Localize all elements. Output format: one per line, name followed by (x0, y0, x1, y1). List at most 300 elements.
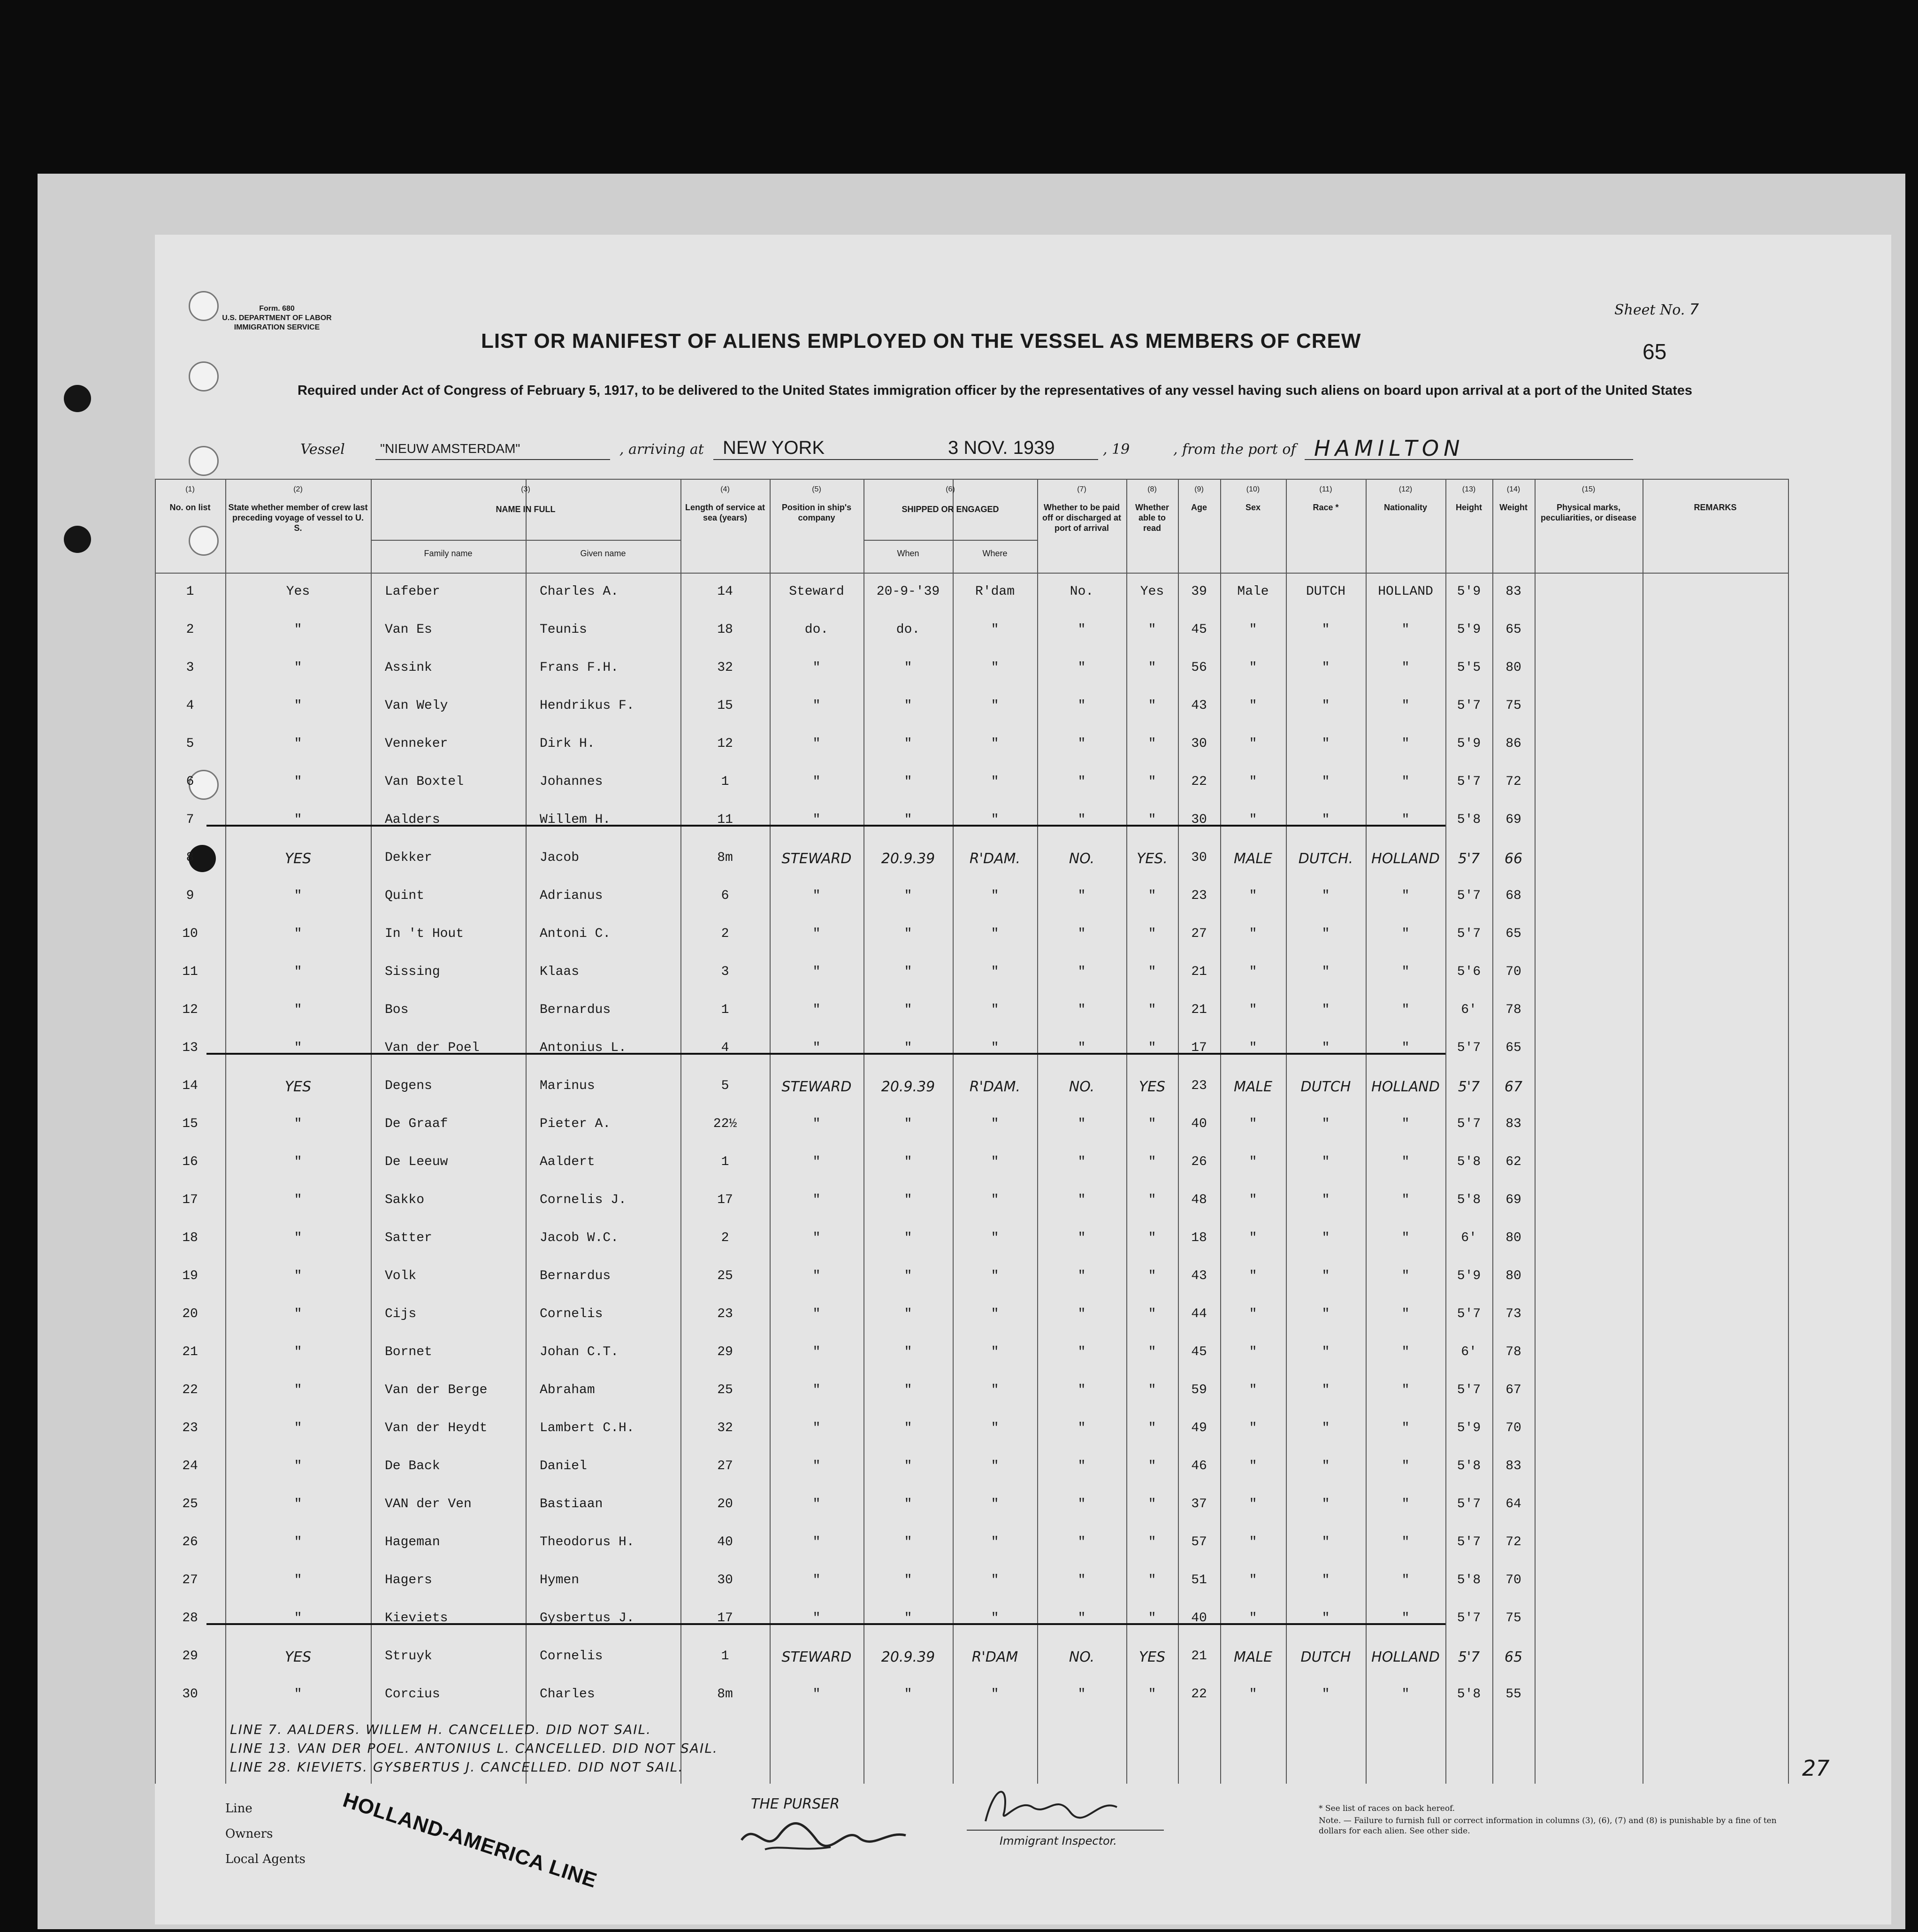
cell-no: 17 (182, 1193, 198, 1207)
cell-no: 9 (186, 889, 194, 903)
cell-given: Adrianus (540, 889, 603, 903)
cell-sex: " (1249, 927, 1257, 941)
cell-paid: " (1077, 1345, 1086, 1359)
note-line: LINE 13. VAN DER POEL. ANTONIUS L. CANCELLED. DID NOT SAIL. (230, 1740, 718, 1756)
cell-when: " (904, 965, 912, 979)
cell-weight: 67 (1505, 1383, 1521, 1397)
cell-race: " (1322, 1041, 1330, 1055)
cell-given: Bastiaan (540, 1497, 603, 1511)
cell-paid: " (1077, 1231, 1086, 1245)
cell-where: " (991, 1041, 999, 1055)
cell-prev: " (294, 1687, 302, 1702)
inspector-underline (967, 1830, 1164, 1831)
cell-given: Charles (540, 1687, 595, 1702)
cell-when: " (904, 1497, 912, 1511)
cell-when: do. (896, 622, 920, 637)
cell-given: Teunis (540, 622, 587, 637)
cell-paid: " (1077, 965, 1086, 979)
cell-where: " (991, 1193, 999, 1207)
cell-read: " (1148, 1041, 1156, 1055)
cell-given: Abraham (540, 1383, 595, 1397)
column-header: Height (1456, 503, 1482, 512)
cell-where: " (991, 698, 999, 713)
cell-race: " (1322, 698, 1330, 713)
cell-read: " (1148, 1193, 1156, 1207)
cell-read: " (1148, 1155, 1156, 1169)
cell-race: " (1322, 889, 1330, 903)
arrival-port: NEW YORK (723, 437, 825, 458)
cell-no: 10 (182, 927, 198, 941)
cell-when: " (904, 1193, 912, 1207)
cell-race: " (1322, 1611, 1330, 1625)
cell-family: Van Wely (385, 698, 448, 713)
cell-where: R'dam (975, 584, 1015, 599)
column-number: (15) (1582, 485, 1596, 493)
cell-when: " (904, 1117, 912, 1131)
cell-nat: " (1401, 1421, 1410, 1435)
strikethrough-line (206, 825, 1445, 827)
cell-service: 14 (717, 584, 733, 599)
column-header: Whether able to read (1135, 503, 1169, 533)
department-name: U.S. DEPARTMENT OF LABOR (222, 314, 332, 322)
column-header: Age (1191, 503, 1207, 512)
cell-weight: 72 (1505, 1535, 1521, 1549)
cell-height: 5'9 (1457, 584, 1481, 599)
cell-nat: " (1401, 1117, 1410, 1131)
cell-height: 5'8 (1457, 1687, 1481, 1702)
binder-hole (64, 385, 91, 412)
cell-age: 21 (1191, 965, 1207, 979)
fine-note: Note. — Failure to furnish full or correct information in columns (3), (6), (7) and (8) is punishable by a fine of ten dollars for each alien. See other side. (1319, 1816, 1777, 1836)
cell-race: " (1322, 1269, 1330, 1283)
cell-read: Yes (1140, 584, 1164, 599)
cell-service: 18 (717, 622, 733, 637)
column-number: (13) (1462, 485, 1476, 493)
cell-age: 40 (1191, 1117, 1207, 1131)
inspector-signature (976, 1779, 1145, 1831)
cell-when: " (904, 1269, 912, 1283)
cell-position: " (812, 1497, 821, 1511)
cell-when: 20.9.39 (881, 1079, 935, 1095)
cell-given: Jacob W.C. (540, 1231, 619, 1245)
cell-no: 22 (182, 1383, 198, 1397)
column-subheader: Family name (424, 549, 473, 558)
cell-sex: " (1249, 736, 1257, 751)
cell-when: " (904, 813, 912, 827)
cell-where: " (991, 1307, 999, 1321)
cell-when: " (904, 927, 912, 941)
cell-nat: HOLLAND (1371, 1079, 1440, 1095)
cell-nat: " (1401, 1345, 1410, 1359)
cell-family: Bornet (385, 1345, 432, 1359)
cell-race: " (1322, 774, 1330, 789)
cell-family: In 't Hout (385, 927, 464, 941)
cell-no: 7 (186, 813, 194, 827)
column-rule (1788, 479, 1789, 1784)
cell-when: " (904, 1687, 912, 1702)
races-footnote: * See list of races on back hereof. (1319, 1804, 1455, 1813)
cell-read: " (1148, 1383, 1156, 1397)
cell-sex: " (1249, 1421, 1257, 1435)
cell-race: " (1322, 1459, 1330, 1473)
port-underline (1305, 459, 1633, 460)
cell-family: Quint (385, 889, 425, 903)
cell-no: 29 (182, 1649, 198, 1664)
binder-hole (189, 361, 219, 391)
cell-where: " (991, 1383, 999, 1397)
cell-prev: " (294, 1383, 302, 1397)
cell-race: " (1322, 1155, 1330, 1169)
cell-where: " (991, 1535, 999, 1549)
column-number: (6) (946, 485, 955, 493)
cell-no: 26 (182, 1535, 198, 1549)
cell-nat: " (1401, 1307, 1410, 1321)
cell-weight: 73 (1505, 1307, 1521, 1321)
cell-sex: " (1249, 1573, 1257, 1587)
cell-weight: 69 (1505, 1193, 1521, 1207)
cell-position: " (812, 1611, 821, 1625)
column-number: (4) (720, 485, 730, 493)
cell-sex: " (1249, 813, 1257, 827)
cell-age: 44 (1191, 1307, 1207, 1321)
cell-prev: YES (284, 1649, 312, 1665)
cell-given: Bernardus (540, 1003, 611, 1017)
cell-where: " (991, 774, 999, 789)
cell-given: Charles A. (540, 584, 619, 599)
cell-read: YES. (1137, 851, 1168, 867)
cell-when: " (904, 1611, 912, 1625)
cell-position: " (812, 813, 821, 827)
cell-paid: " (1077, 1155, 1086, 1169)
cell-nat: " (1401, 622, 1410, 637)
cell-read: " (1148, 1231, 1156, 1245)
cell-age: 43 (1191, 1269, 1207, 1283)
sheet-number (1614, 300, 1699, 318)
column-header: Length of service at sea (years) (685, 503, 765, 522)
cell-no: 23 (182, 1421, 198, 1435)
cell-service: 4 (721, 1041, 729, 1055)
header-rule (155, 573, 1788, 574)
cell-paid: " (1077, 813, 1086, 827)
cell-weight: 65 (1505, 1041, 1521, 1055)
cell-service: 1 (721, 1649, 729, 1664)
form-header (206, 304, 347, 332)
cell-service: 1 (721, 1155, 729, 1169)
cell-read: YES (1139, 1079, 1166, 1095)
cell-weight: 78 (1505, 1003, 1521, 1017)
cell-given: Klaas (540, 965, 580, 979)
cell-nat: HOLLAND (1371, 851, 1440, 867)
cell-race: DUTCH (1300, 1649, 1351, 1665)
column-number: (7) (1077, 485, 1086, 493)
cell-read: " (1148, 1687, 1156, 1702)
cell-age: 43 (1191, 698, 1207, 713)
cell-height: 5'6 (1457, 965, 1481, 979)
cell-age: 21 (1191, 1649, 1207, 1664)
cell-race: " (1322, 965, 1330, 979)
cell-height: 5'9 (1457, 1421, 1481, 1435)
cell-age: 30 (1191, 736, 1207, 751)
cell-sex: MALE (1233, 1079, 1273, 1095)
cell-race: " (1322, 1383, 1330, 1397)
cell-family: Hagers (385, 1573, 432, 1587)
date-underline (713, 459, 1098, 460)
cell-sex: " (1249, 774, 1257, 789)
cell-when: " (904, 1421, 912, 1435)
cell-paid: " (1077, 622, 1086, 637)
cell-when: " (904, 889, 912, 903)
column-header: SHIPPED OR ENGAGED (902, 505, 999, 514)
cell-height: 5'5 (1457, 660, 1481, 675)
cell-given: Marinus (540, 1079, 595, 1093)
cell-prev: " (294, 622, 302, 637)
cell-read: " (1148, 1307, 1156, 1321)
column-header: Weight (1499, 503, 1528, 512)
cell-position: " (812, 698, 821, 713)
cell-nat: " (1401, 1687, 1410, 1702)
cell-nat: " (1401, 1535, 1410, 1549)
cell-nat: " (1401, 1383, 1410, 1397)
cell-sex: MALE (1233, 1649, 1273, 1665)
departure-port: HAMILTON (1314, 436, 1465, 461)
cell-prev: " (294, 1573, 302, 1587)
cell-when: " (904, 1155, 912, 1169)
cell-no: 8 (186, 851, 194, 865)
cell-paid: " (1077, 1003, 1086, 1017)
page-title: LIST OR MANIFEST OF ALIENS EMPLOYED ON THE VESSEL AS MEMBERS OF CREW (481, 330, 1361, 353)
cell-race: " (1322, 1345, 1330, 1359)
column-number: (5) (812, 485, 821, 493)
cell-age: 57 (1191, 1535, 1207, 1549)
cell-sex: " (1249, 1383, 1257, 1397)
cell-read: " (1148, 1535, 1156, 1549)
cell-no: 5 (186, 736, 194, 751)
cell-position: " (812, 927, 821, 941)
cell-family: Venneker (385, 736, 448, 751)
cell-read: " (1148, 1003, 1156, 1017)
cell-position: STEWARD (781, 851, 852, 867)
cell-weight: 83 (1505, 1459, 1521, 1473)
cell-race: DUTCH. (1298, 851, 1353, 867)
cell-service: 25 (717, 1269, 733, 1283)
column-header: Whether to be paid off or discharged at port of arrival (1042, 503, 1122, 533)
cell-nat: " (1401, 889, 1410, 903)
cell-position: " (812, 1459, 821, 1473)
cell-prev: " (294, 889, 302, 903)
cell-no: 14 (182, 1079, 198, 1093)
cell-age: 45 (1191, 622, 1207, 637)
crew-manifest-table (155, 479, 1788, 1784)
cell-paid: " (1077, 660, 1086, 675)
cell-prev: " (294, 1003, 302, 1017)
column-number: (10) (1246, 485, 1260, 493)
cell-paid: " (1077, 1497, 1086, 1511)
cell-family: Corcius (385, 1687, 440, 1702)
cell-age: 59 (1191, 1383, 1207, 1397)
column-rule (1535, 479, 1536, 1784)
cell-race: " (1322, 1497, 1330, 1511)
cell-read: " (1148, 927, 1156, 941)
cell-nat: " (1401, 660, 1410, 675)
cell-sex: " (1249, 889, 1257, 903)
column-header: Nationality (1383, 503, 1427, 512)
cell-service: 8m (717, 1687, 733, 1702)
cell-height: 5'8 (1457, 813, 1481, 827)
cell-weight: 83 (1505, 1117, 1521, 1131)
cell-race: " (1322, 1003, 1330, 1017)
cell-service: 32 (717, 1421, 733, 1435)
cell-given: Bernardus (540, 1269, 611, 1283)
cell-position: " (812, 1421, 821, 1435)
cell-no: 12 (182, 1003, 198, 1017)
cell-age: 23 (1191, 1079, 1207, 1093)
cell-sex: " (1249, 1193, 1257, 1207)
cell-sex: " (1249, 1269, 1257, 1283)
cell-age: 22 (1191, 1687, 1207, 1702)
cell-height: 5'7 (1457, 698, 1481, 713)
cell-where: R'DAM. (969, 1079, 1021, 1095)
cell-height: 5'8 (1457, 1459, 1481, 1473)
cell-given: Johannes (540, 774, 603, 789)
cell-nat: " (1401, 1573, 1410, 1587)
cell-race: " (1322, 927, 1330, 941)
cell-paid: " (1077, 1383, 1086, 1397)
cell-sex: " (1249, 1535, 1257, 1549)
cell-where: " (991, 1459, 999, 1473)
cell-no: 4 (186, 698, 194, 713)
cell-service: 22½ (713, 1117, 737, 1131)
cell-position: " (812, 965, 821, 979)
cell-prev: " (294, 1611, 302, 1625)
cell-family: Van Boxtel (385, 774, 464, 789)
cell-position: " (812, 1307, 821, 1321)
cell-given: Antoni C. (540, 927, 611, 941)
cell-paid: " (1077, 1611, 1086, 1625)
cell-sex: " (1249, 1117, 1257, 1131)
cell-weight: 80 (1505, 660, 1521, 675)
cell-read: " (1148, 1421, 1156, 1435)
cell-nat: " (1401, 1459, 1410, 1473)
cell-given: Daniel (540, 1459, 587, 1473)
cell-service: 1 (721, 1003, 729, 1017)
cell-age: 30 (1191, 851, 1207, 865)
cell-family: Aalders (385, 813, 440, 827)
cell-age: 23 (1191, 889, 1207, 903)
cell-age: 49 (1191, 1421, 1207, 1435)
cell-nat: " (1401, 736, 1410, 751)
cell-paid: " (1077, 1193, 1086, 1207)
column-subheader: Where (982, 549, 1008, 558)
cell-service: 23 (717, 1307, 733, 1321)
cell-given: Cornelis J. (540, 1193, 627, 1207)
cell-nat: " (1401, 965, 1410, 979)
cell-nat: " (1401, 813, 1410, 827)
cell-race: " (1322, 736, 1330, 751)
cell-family: VAN der Ven (385, 1497, 472, 1511)
cell-height: 5'7 (1457, 1383, 1481, 1397)
cell-prev: " (294, 1421, 302, 1435)
cell-where: " (991, 1003, 999, 1017)
cell-family: De Leeuw (385, 1155, 448, 1169)
cell-sex: " (1249, 622, 1257, 637)
cell-sex: " (1249, 1003, 1257, 1017)
cell-no: 16 (182, 1155, 198, 1169)
owners-label: Owners (225, 1827, 273, 1841)
cell-prev: " (294, 927, 302, 941)
form-number: Form. 680 (259, 305, 295, 313)
cell-position: " (812, 660, 821, 675)
cell-where: " (991, 736, 999, 751)
cell-where: " (991, 1155, 999, 1169)
cell-where: " (991, 965, 999, 979)
cell-paid: " (1077, 1459, 1086, 1473)
cell-service: 40 (717, 1535, 733, 1549)
cell-height: 6' (1461, 1003, 1477, 1017)
cell-weight: 65 (1504, 1649, 1523, 1665)
cell-paid: NO. (1069, 851, 1095, 867)
cell-given: Frans F.H. (540, 660, 619, 675)
cell-weight: 62 (1505, 1155, 1521, 1169)
cell-no: 11 (182, 965, 198, 979)
local-agents-label: Local Agents (225, 1852, 306, 1866)
cell-position: " (812, 736, 821, 751)
column-number: (12) (1398, 485, 1413, 493)
cell-nat: " (1401, 1269, 1410, 1283)
cell-race: " (1322, 1421, 1330, 1435)
cell-nat: " (1401, 1155, 1410, 1169)
cell-age: 21 (1191, 1003, 1207, 1017)
cell-age: 48 (1191, 1193, 1207, 1207)
cell-age: 56 (1191, 660, 1207, 675)
column-number: (1) (185, 485, 195, 493)
cell-service: 17 (717, 1193, 733, 1207)
cell-when: " (904, 1041, 912, 1055)
cell-family: Struyk (385, 1649, 432, 1664)
cell-read: YES (1139, 1649, 1166, 1665)
cell-sex: " (1249, 1345, 1257, 1359)
cell-race: " (1322, 1535, 1330, 1549)
cell-where: " (991, 1269, 999, 1283)
cell-read: " (1148, 813, 1156, 827)
cell-height: 5'7 (1457, 889, 1481, 903)
cell-no: 19 (182, 1269, 198, 1283)
cell-no: 20 (182, 1307, 198, 1321)
cell-position: " (812, 1193, 821, 1207)
cell-where: " (991, 1687, 999, 1702)
cell-weight: 78 (1505, 1345, 1521, 1359)
column-number: (3) (521, 485, 530, 493)
inspector-label: Immigrant Inspector. (1000, 1834, 1117, 1848)
column-rule (371, 479, 372, 1784)
cell-given: Antonius L. (540, 1041, 627, 1055)
strikethrough-line (206, 1053, 1445, 1055)
cell-sex: " (1249, 1155, 1257, 1169)
cell-age: 22 (1191, 774, 1207, 789)
cell-nat: " (1401, 1003, 1410, 1017)
cell-read: " (1148, 1573, 1156, 1587)
cell-age: 17 (1191, 1041, 1207, 1055)
cell-when: " (904, 1383, 912, 1397)
cell-prev: " (294, 774, 302, 789)
cell-family: Bos (385, 1003, 409, 1017)
cell-sex: " (1249, 1231, 1257, 1245)
cell-read: " (1148, 698, 1156, 713)
cell-where: " (991, 813, 999, 827)
cell-where: R'DAM (971, 1649, 1018, 1665)
cell-sex: " (1249, 1497, 1257, 1511)
cell-age: 39 (1191, 584, 1207, 599)
column-number: (9) (1194, 485, 1204, 493)
